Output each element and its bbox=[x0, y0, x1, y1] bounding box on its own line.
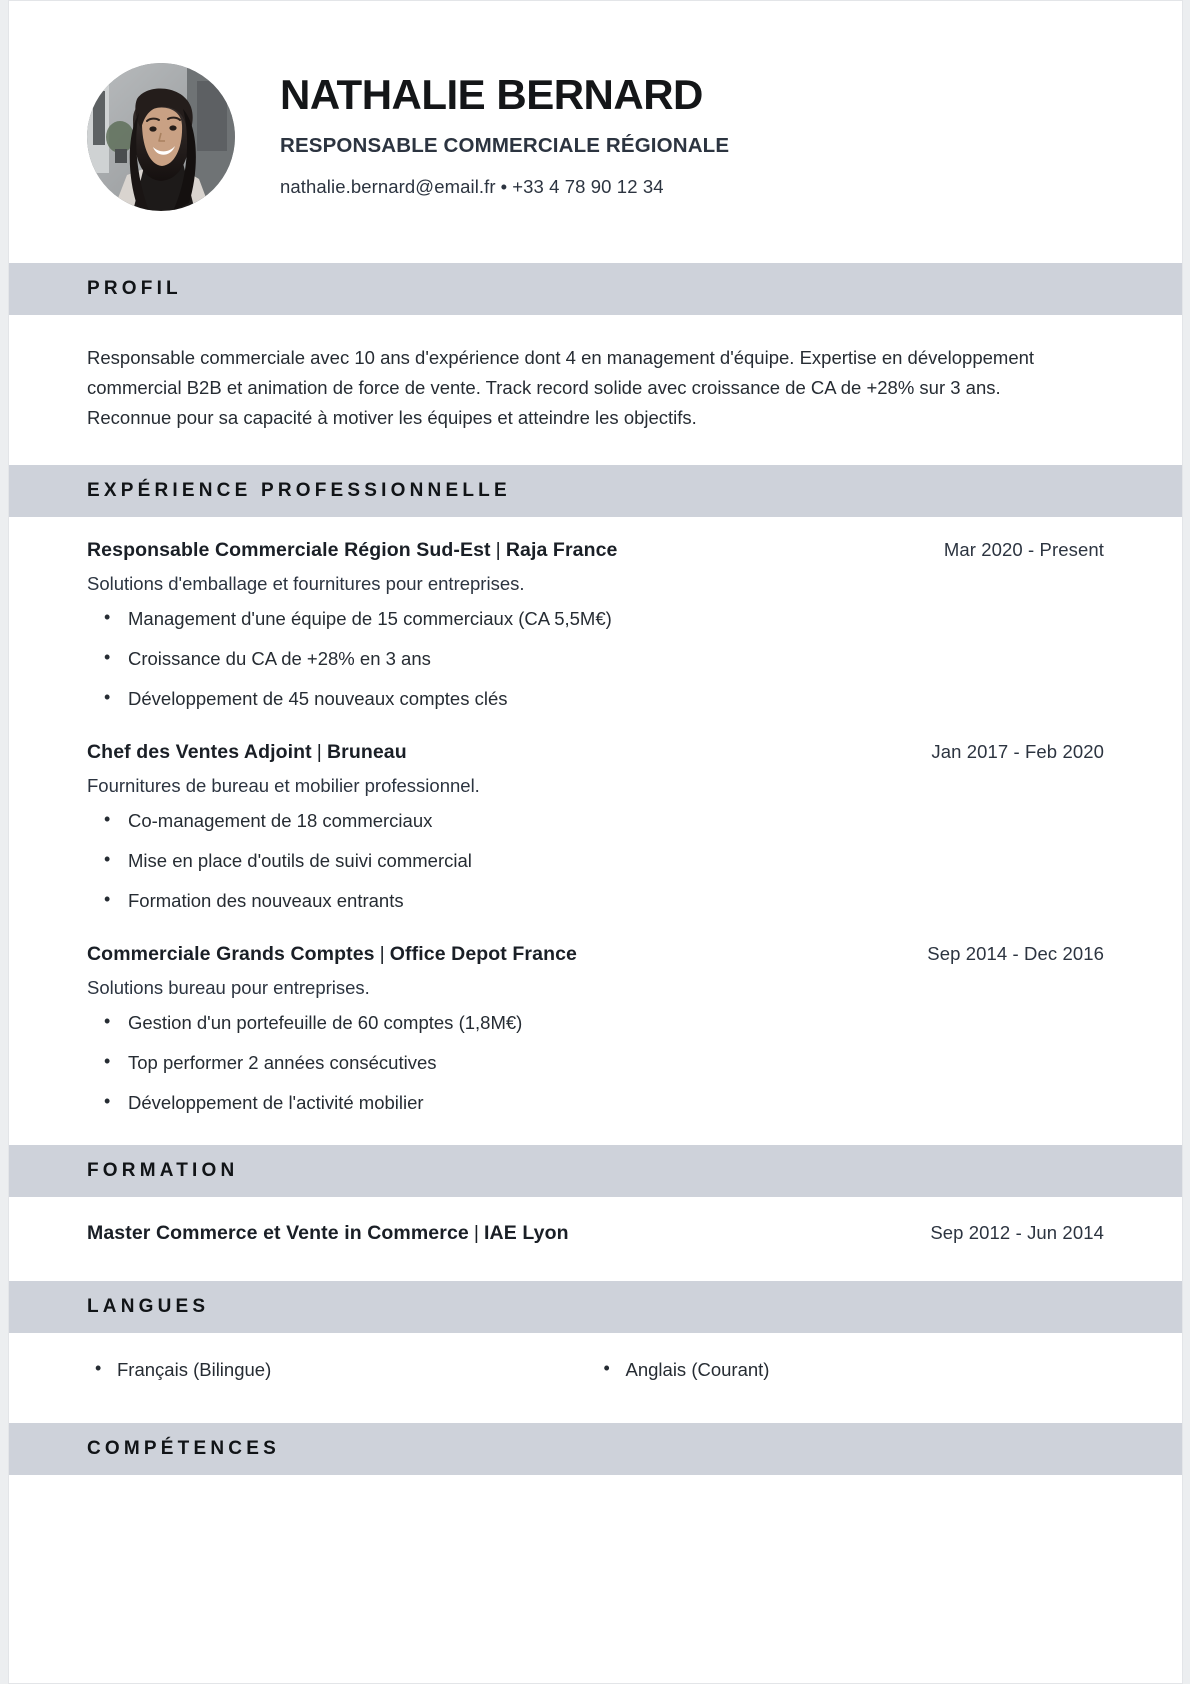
list-item: • Développement de l'activité mobilier bbox=[87, 1091, 1104, 1115]
phone-text: +33 4 78 90 12 34 bbox=[512, 175, 664, 197]
list-item: • Formation des nouveaux entrants bbox=[87, 889, 1104, 913]
page-title: NATHALIE BERNARD bbox=[280, 71, 703, 119]
list-item: • Management d'une équipe de 15 commerciaux (CA 5,5M€) bbox=[87, 607, 1104, 631]
title-separator: | bbox=[316, 741, 322, 764]
section-body-experience bbox=[9, 517, 1182, 1145]
section-header-skills bbox=[9, 1423, 1182, 1475]
section-header-experience bbox=[9, 465, 1182, 517]
education-degree: Master Commerce et Vente in Commerce bbox=[87, 1222, 469, 1245]
title-separator: | bbox=[473, 1222, 480, 1245]
experience-company: Raja France bbox=[505, 538, 618, 561]
education-entry-title bbox=[87, 1222, 569, 1245]
section-body-languages bbox=[9, 1333, 1182, 1423]
experience-role: Chef des Ventes Adjoint bbox=[87, 741, 312, 764]
list-item: • Top performer 2 années consécutives bbox=[87, 1051, 1104, 1075]
header-text-block bbox=[280, 72, 729, 201]
section-title-education: FORMATION bbox=[87, 1160, 239, 1182]
experience-entry-title bbox=[87, 943, 577, 966]
contact-separator: • bbox=[500, 175, 508, 197]
experience-entry-title bbox=[87, 741, 407, 764]
languages-grid bbox=[87, 1359, 1104, 1381]
experience-date-range: Sep 2014 - Dec 2016 bbox=[927, 943, 1104, 965]
education-entry bbox=[87, 1222, 1104, 1245]
section-body-skills bbox=[9, 1475, 1182, 1655]
experience-entry bbox=[87, 539, 1104, 711]
section-header-languages bbox=[9, 1281, 1182, 1333]
section-body-profile bbox=[9, 315, 1182, 465]
list-item: • Anglais (Courant) bbox=[596, 1359, 1105, 1381]
job-title: RESPONSABLE COMMERCIALE RÉGIONALE bbox=[280, 133, 730, 157]
education-entry-header bbox=[87, 1222, 1104, 1245]
section-header-profile bbox=[9, 263, 1182, 315]
experience-company: Bruneau bbox=[326, 741, 407, 764]
experience-bullet-list bbox=[87, 1011, 1104, 1115]
list-item: • Gestion d'un portefeuille de 60 comptes (1,8M€) bbox=[87, 1011, 1104, 1035]
education-school: IAE Lyon bbox=[484, 1222, 569, 1245]
section-title-profile: PROFIL bbox=[87, 278, 182, 299]
experience-date-range: Jan 2017 - Feb 2020 bbox=[931, 741, 1104, 763]
experience-bullet-list bbox=[87, 607, 1104, 711]
resume-header bbox=[9, 1, 1182, 263]
list-item: • Développement de 45 nouveaux comptes clés bbox=[87, 687, 1104, 711]
experience-bullet-list bbox=[87, 809, 1104, 913]
experience-entry bbox=[87, 741, 1104, 913]
experience-company-description: Solutions d'emballage et fournitures pour entreprises. bbox=[87, 572, 525, 594]
experience-entry bbox=[87, 943, 1104, 1115]
experience-entry-header bbox=[87, 741, 1104, 764]
list-item: • Français (Bilingue) bbox=[87, 1359, 596, 1381]
experience-company-description: Solutions bureau pour entreprises. bbox=[87, 977, 370, 999]
experience-entry-header bbox=[87, 943, 1104, 966]
profile-summary-text: Responsable commerciale avec 10 ans d'expérience dont 4 en management d'équipe. Expertise en développement commercial B2B et animation de force de vente. Track record solide avec croissance de CA de +28% sur 3 ans. Reconnue pour sa capacité à motiver les équipes et atteindre les objectifs. bbox=[87, 347, 1035, 428]
title-separator: | bbox=[495, 538, 501, 561]
experience-role: Commerciale Grands Comptes bbox=[87, 943, 375, 966]
list-item: • Co-management de 18 commerciaux bbox=[87, 809, 1104, 833]
resume-page bbox=[8, 0, 1183, 1684]
list-item: • Mise en place d'outils de suivi commercial bbox=[87, 849, 1104, 873]
experience-role: Responsable Commerciale Région Sud-Est bbox=[87, 538, 491, 561]
experience-entry-header bbox=[87, 539, 1104, 562]
list-item: • Croissance du CA de +28% en 3 ans bbox=[87, 647, 1104, 671]
experience-entry-title bbox=[87, 539, 617, 562]
section-title-experience: EXPÉRIENCE PROFESSIONNELLE bbox=[87, 479, 511, 501]
section-header-education bbox=[9, 1145, 1182, 1197]
section-title-skills: COMPÉTENCES bbox=[87, 1438, 280, 1460]
section-title-languages: LANGUES bbox=[87, 1296, 210, 1318]
experience-company: Office Depot France bbox=[389, 943, 577, 966]
experience-date-range: Mar 2020 - Present bbox=[943, 538, 1104, 560]
experience-company-description: Fournitures de bureau et mobilier professionnel. bbox=[87, 775, 480, 797]
section-body-education bbox=[9, 1197, 1182, 1281]
avatar bbox=[87, 63, 235, 211]
title-separator: | bbox=[379, 943, 385, 966]
email-text: nathalie.bernard@email.fr bbox=[280, 175, 496, 197]
education-date-range: Sep 2012 - Jun 2014 bbox=[930, 1222, 1104, 1244]
contact-line bbox=[280, 176, 729, 198]
